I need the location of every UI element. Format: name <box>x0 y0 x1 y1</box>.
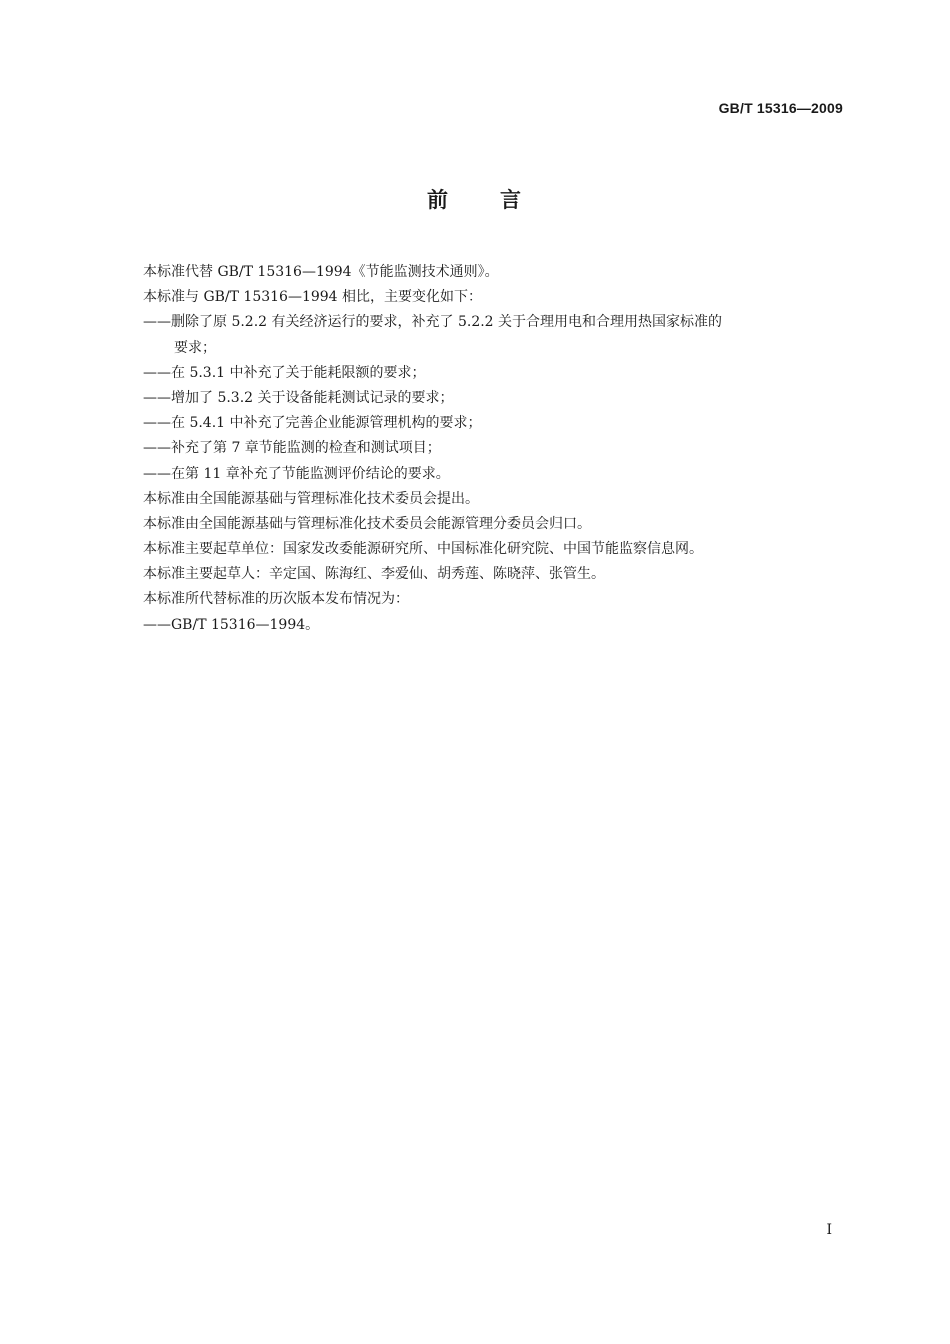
document-body <box>143 260 843 638</box>
paragraph-previous-editions: 本标准所代替标准的历次版本发布情况为： <box>143 591 409 608</box>
title-char-1: 前 <box>427 188 450 212</box>
page-title <box>0 184 950 214</box>
paragraph-drafters: 本标准主要起草人：辛定国、陈海红、李爱仙、胡秀莲、陈晓萍、张管生。 <box>143 566 605 583</box>
standard-number: GB/T 15316—2009 <box>718 100 843 116</box>
change-item-3: ——增加了 5.3.2 关于设备能耗测试记录的要求； <box>143 389 454 406</box>
change-item-4: ——在 5.4.1 中补充了完善企业能源管理机构的要求； <box>143 415 482 432</box>
paragraph-administered-by: 本标准由全国能源基础与管理标准化技术委员会能源管理分委员会归口。 <box>143 515 591 532</box>
previous-edition-item: ——GB/T 15316—1994。 <box>143 616 320 633</box>
paragraph-proposed-by: 本标准由全国能源基础与管理标准化技术委员会提出。 <box>143 490 479 507</box>
page-number: I <box>826 1222 832 1238</box>
change-item-1: ——删除了原 5.2.2 有关经济运行的要求，补充了 5.2.2 关于合理用电和合理用热国家标准的 <box>143 314 723 331</box>
title-char-2: 言 <box>500 188 523 212</box>
paragraph-drafting-units: 本标准主要起草单位：国家发改委能源研究所、中国标准化研究院、中国节能监察信息网。 <box>143 541 703 558</box>
change-item-6: ——在第 11 章补充了节能监测评价结论的要求。 <box>143 465 450 482</box>
paragraph-replaces: 本标准代替 GB/T 15316—1994《节能监测技术通则》。 <box>143 264 499 280</box>
paragraph-changes-intro: 本标准与 GB/T 15316—1994 相比，主要变化如下： <box>143 289 483 306</box>
change-item-5: ——补充了第 7 章节能监测的检查和测试项目； <box>143 440 441 457</box>
change-item-2: ——在 5.3.1 中补充了关于能耗限额的要求； <box>143 364 426 381</box>
change-item-1-continued: 要求； <box>174 339 216 356</box>
